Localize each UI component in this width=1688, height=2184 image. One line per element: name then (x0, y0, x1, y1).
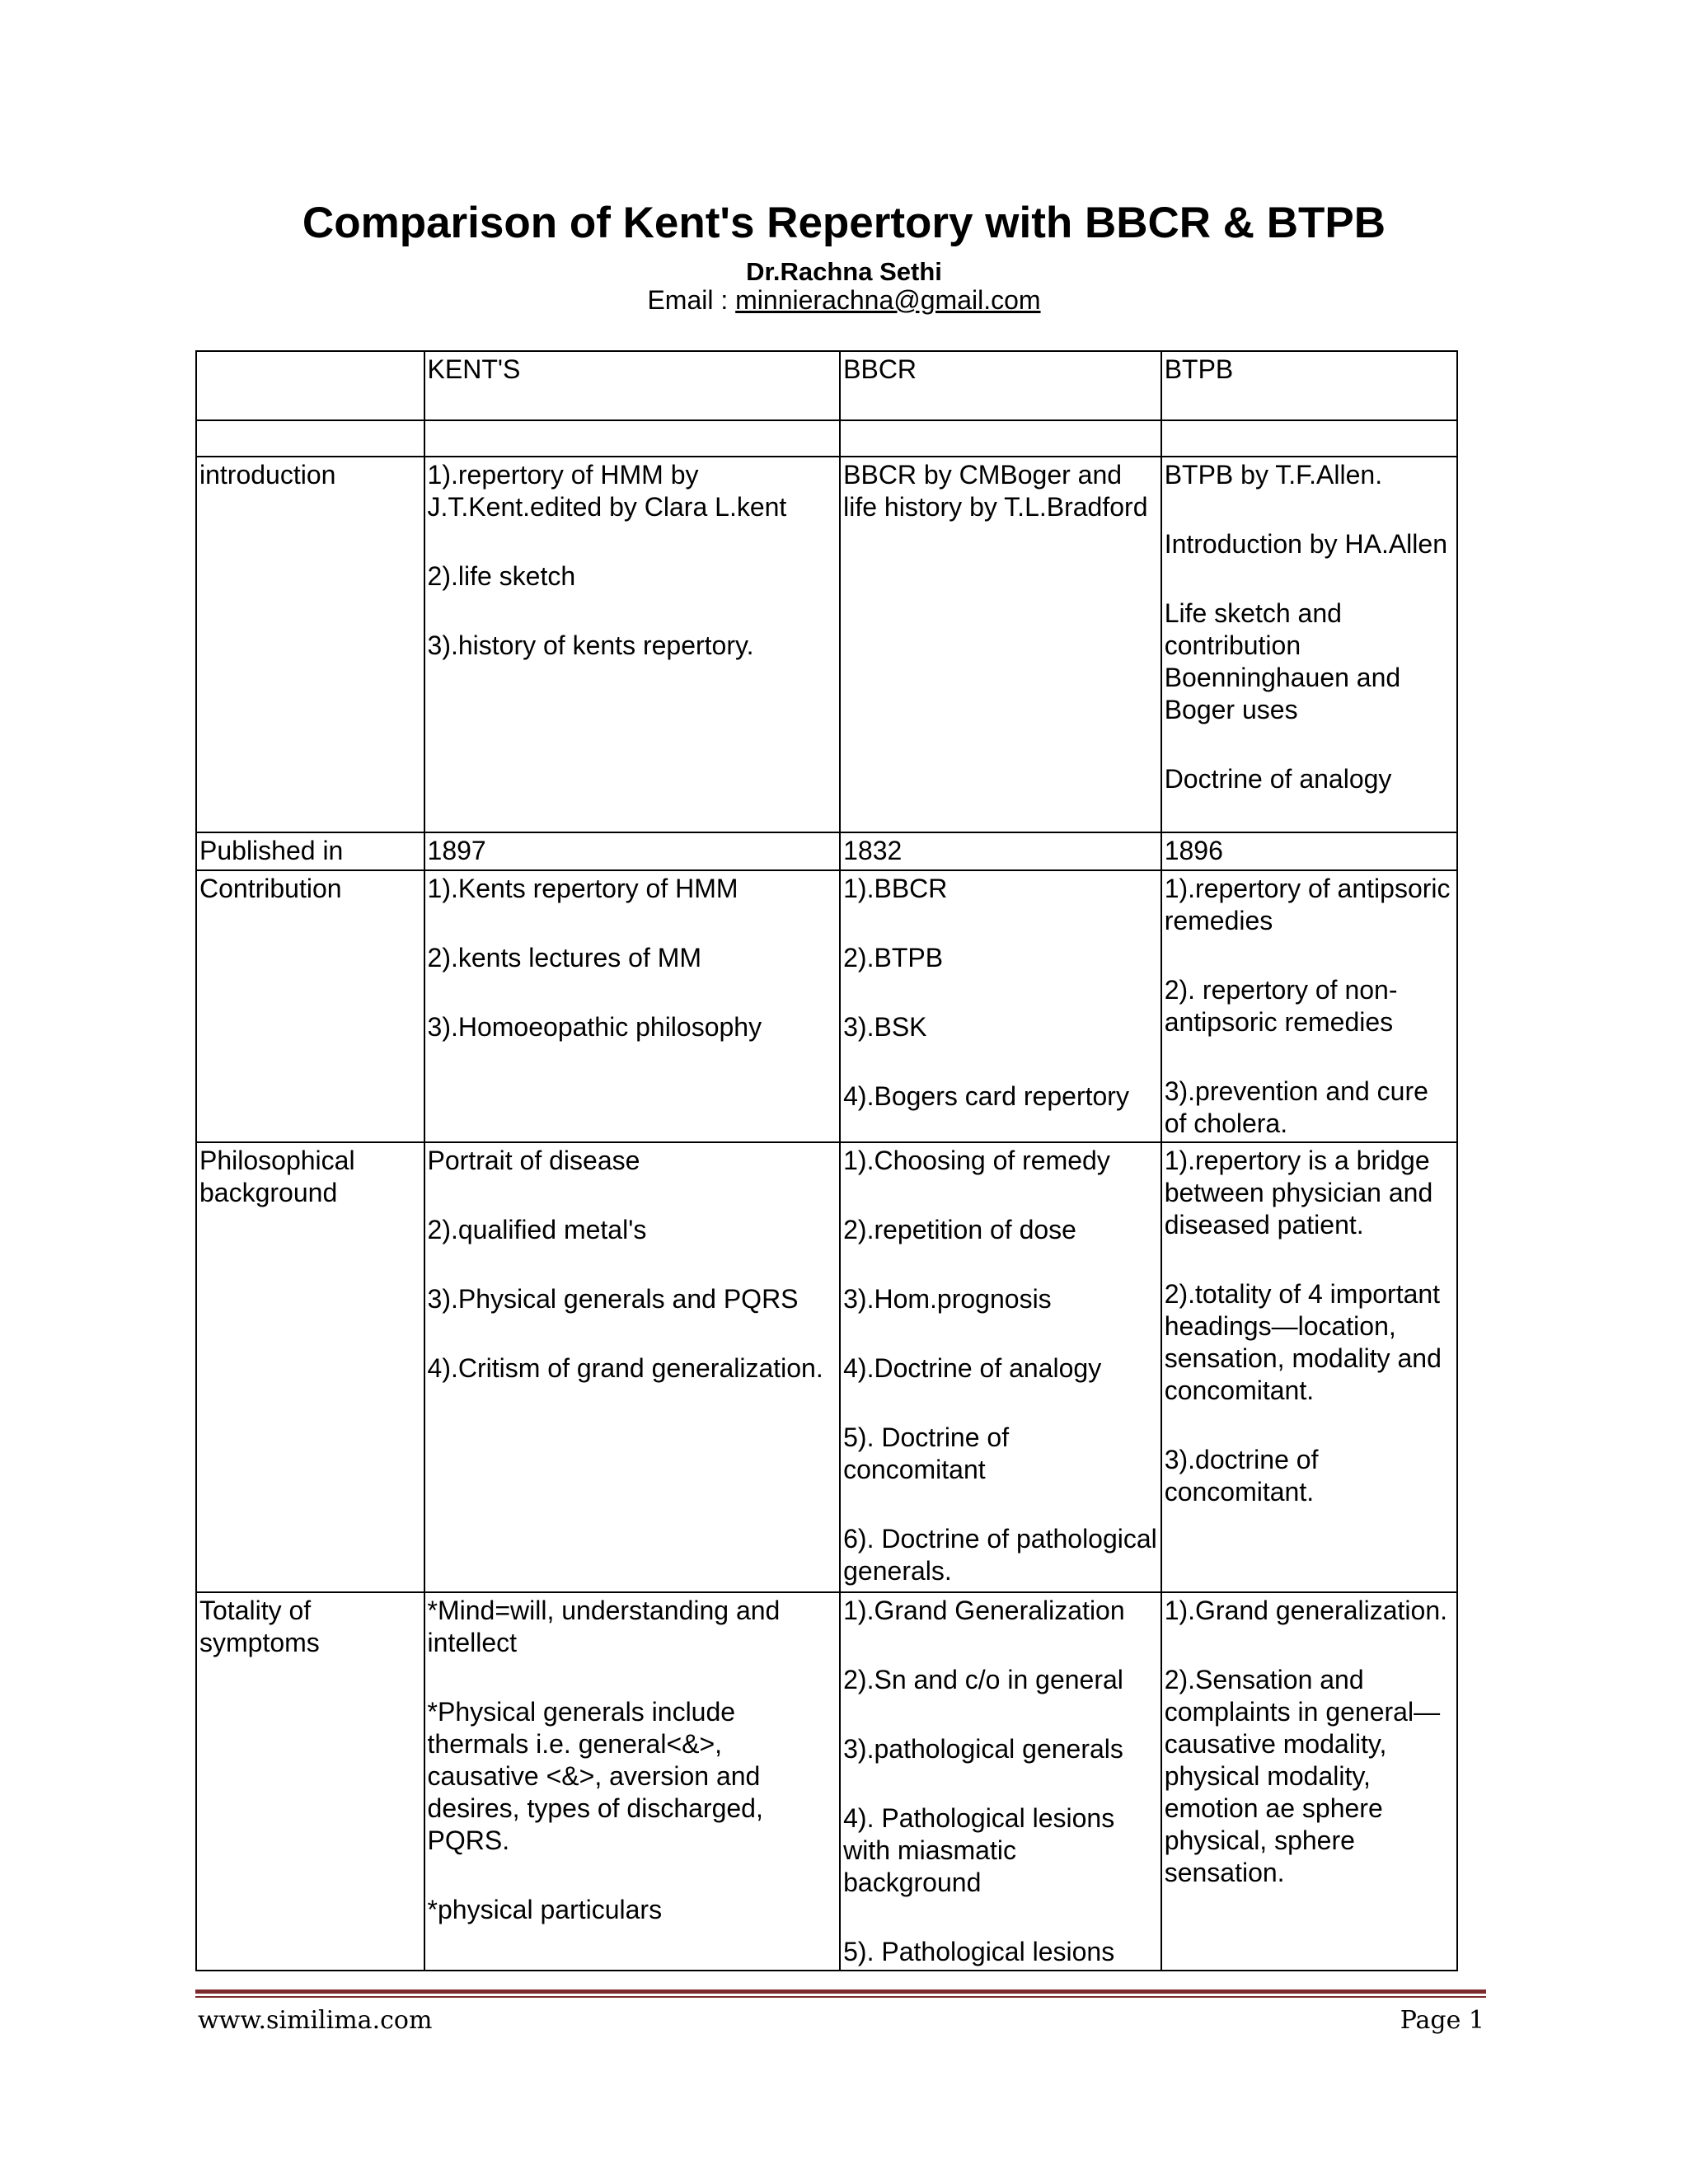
footer-rule-thin (195, 1996, 1486, 1998)
cell-paragraph: 1).repertory of HMM by J.T.Kent.edited by Clara L.kent (427, 460, 787, 522)
cell-paragraph: 2).Sn and c/o in general (843, 1665, 1123, 1694)
btpb-cell (1161, 832, 1457, 870)
cell-paragraph: 4).Critism of grand generalization. (427, 1353, 823, 1383)
btpb-cell (1161, 457, 1457, 832)
cell-paragraph: *physical particulars (427, 1895, 663, 1924)
cell-paragraph: 3).pathological generals (843, 1734, 1123, 1764)
cell-paragraph: 1).Choosing of remedy (843, 1146, 1110, 1175)
cell-paragraph: 1).Kents repertory of HMM (427, 874, 738, 903)
kent-cell (424, 457, 841, 832)
cell-paragraph: 3).Homoeopathic philosophy (427, 1012, 762, 1042)
btpb-cell (1161, 870, 1457, 1142)
row-label-cell: Published in (196, 832, 424, 870)
cell-paragraph: 2).repetition of dose (843, 1215, 1076, 1244)
cell-paragraph: 2).qualified metal's (427, 1215, 647, 1244)
cell-paragraph: 2).BTPB (843, 943, 944, 972)
header-cell-kent: KENT'S (424, 351, 841, 420)
cell-paragraph: 5). Doctrine of concomitant (843, 1422, 1010, 1484)
bbcr-cell (840, 1142, 1161, 1592)
cell-paragraph: Introduction by HA.Allen (1164, 529, 1447, 559)
btpb-cell (1161, 1592, 1457, 1971)
cell-paragraph: 3).doctrine of concomitant. (1164, 1445, 1319, 1507)
kent-cell (424, 832, 841, 870)
author-name: Dr.Rachna Sethi (746, 257, 942, 286)
row-label-cell: Contribution (196, 870, 424, 1142)
cell-paragraph: 2).kents lectures of MM (427, 943, 702, 972)
footer-page-number: Page 1 (1400, 2006, 1484, 2035)
cell-paragraph: 5). Pathological lesions (843, 1937, 1115, 1966)
cell-paragraph: 3).prevention and cure of cholera. (1164, 1076, 1428, 1138)
cell-paragraph: 1).repertory of antipsoric remedies (1164, 874, 1451, 935)
cell-paragraph: 3).history of kents repertory. (427, 630, 754, 660)
cell-paragraph: BBCR by CMBoger and life history by T.L.Bradford (843, 460, 1148, 522)
table-row (196, 832, 1457, 870)
row-label-cell: introduction (196, 457, 424, 832)
cell-paragraph: 3).BSK (843, 1012, 927, 1042)
cell-paragraph: 3).Physical generals and PQRS (427, 1284, 799, 1314)
cell-paragraph: 4).Bogers card repertory (843, 1081, 1129, 1111)
email-link[interactable]: minnierachna@gmail.com (735, 285, 1041, 315)
bbcr-cell (840, 832, 1161, 870)
email-line (0, 283, 1688, 317)
bbcr-cell (840, 457, 1161, 832)
footer-website: www.similima.com (198, 2006, 433, 2035)
btpb-cell (1161, 1142, 1457, 1592)
kent-cell (424, 1142, 841, 1592)
cell-paragraph: 2).life sketch (427, 561, 576, 591)
cell-paragraph: Doctrine of analogy (1164, 764, 1392, 794)
spacer-row (196, 420, 1457, 457)
email-label: Email : (647, 285, 736, 315)
cell-paragraph: *Physical generals include thermals i.e. general<&>, causative <&>, aversion and desires, types of discharged, PQRS. (427, 1697, 763, 1855)
cell-paragraph: 3).Hom.prognosis (843, 1284, 1052, 1314)
cell-paragraph: 1).repertory is a bridge between physician and diseased patient. (1164, 1146, 1433, 1240)
cell-paragraph: 1896 (1164, 836, 1223, 865)
comparison-table (195, 350, 1458, 1971)
row-label-cell: Philosophical background (196, 1142, 424, 1592)
cell-paragraph: 2). repertory of non-antipsoric remedies (1164, 975, 1398, 1037)
cell-paragraph: 1897 (427, 836, 486, 865)
table-row (196, 1142, 1457, 1592)
bbcr-cell (840, 1592, 1161, 1971)
header-cell-bbcr: BBCR (840, 351, 1161, 420)
cell-paragraph: 4). Pathological lesions with miasmatic background (843, 1803, 1115, 1897)
table-header-row (196, 351, 1457, 420)
cell-paragraph: 1).Grand Generalization (843, 1596, 1125, 1625)
page-title: Comparison of Kent's Repertory with BBCR & BTPB (302, 199, 1386, 247)
cell-paragraph: 1832 (843, 836, 903, 865)
cell-paragraph: 2).Sensation and complaints in general—causative modality, physical modality, emotion ae sphere physical, sphere sensation. (1164, 1665, 1441, 1887)
row-label-cell: Totality of symptoms (196, 1592, 424, 1971)
cell-paragraph: *Mind=will, understanding and intellect (427, 1596, 781, 1657)
footer-rule-thick (195, 1990, 1486, 1994)
kent-cell (424, 870, 841, 1142)
table-row (196, 870, 1457, 1142)
cell-paragraph: 4).Doctrine of analogy (843, 1353, 1102, 1383)
kent-cell (424, 1592, 841, 1971)
cell-paragraph: 2).totality of 4 important headings—location, sensation, modality and concomitant. (1164, 1279, 1442, 1405)
bbcr-cell (840, 870, 1161, 1142)
table-row (196, 457, 1457, 832)
cell-paragraph: 1).BBCR (843, 874, 948, 903)
cell-paragraph: BTPB by T.F.Allen. (1164, 460, 1383, 490)
table-row (196, 1592, 1457, 1971)
cell-paragraph: Portrait of disease (427, 1146, 640, 1175)
cell-paragraph: 1).Grand generalization. (1164, 1596, 1447, 1625)
cell-paragraph: Life sketch and contribution Boenninghauen and Boger uses (1164, 598, 1401, 724)
header-cell-empty (196, 351, 424, 420)
header-cell-btpb: BTPB (1161, 351, 1457, 420)
cell-paragraph: 6). Doctrine of pathological generals. (843, 1524, 1157, 1586)
